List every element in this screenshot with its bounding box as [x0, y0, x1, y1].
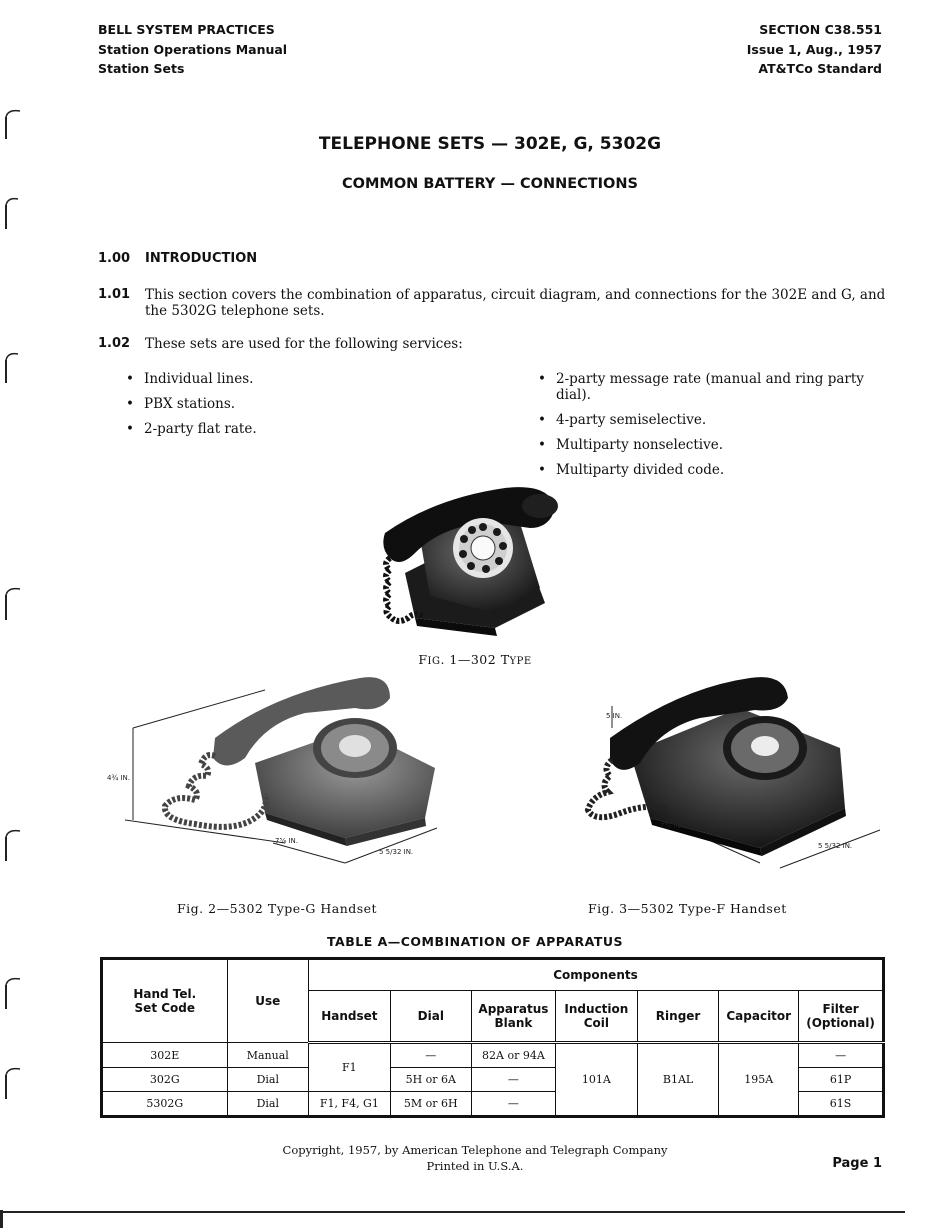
cell-dial: —: [390, 1043, 471, 1068]
header-issue: Issue 1, Aug., 1957: [746, 41, 882, 57]
column-header-use: Use: [227, 959, 308, 1043]
list-item: • PBX stations.: [126, 396, 456, 412]
cell-blank: —: [471, 1092, 555, 1117]
header-system: BELL SYSTEM PRACTICES: [98, 22, 275, 37]
apparatus-table: [100, 957, 885, 1118]
page-number: Page 1: [832, 1156, 882, 1171]
depth-dimension-label: 7⅝ IN.: [275, 837, 298, 845]
page-subtitle: COMMON BATTERY — CONNECTIONS: [342, 176, 638, 192]
header-manual: Station Operations Manual: [98, 41, 288, 57]
telephone-5302f-photo: [540, 668, 885, 883]
copyright-text: Copyright, 1957, by American Telephone and Telegraph Company: [282, 1143, 668, 1157]
paragraph-text: These sets are used for the following services:: [145, 336, 463, 352]
cell-coil: 101A: [555, 1043, 637, 1117]
list-item: • 2-party message rate (manual and ring party dial).: [538, 371, 888, 403]
height-dimension-label: 4¾ IN.: [107, 774, 130, 782]
header-standard: AT&TCo Standard: [758, 61, 882, 76]
column-header-handset: Handset: [309, 991, 391, 1043]
page-title: TELEPHONE SETS — 302E, G, 5302G: [318, 134, 662, 154]
binder-hole-marks: [0, 105, 24, 745]
cell-blank: 82A or 94A: [471, 1043, 555, 1068]
paragraph-text: This section covers the combination of apparatus, circuit diagram, and connections for the 302E and G, and the 5302G telephone sets.: [145, 287, 886, 319]
column-header-filter: Filter (Optional): [799, 991, 884, 1043]
binder-hole-marks-lower: [0, 825, 24, 1145]
column-header-apparatus-blank: Apparatus Blank: [471, 991, 555, 1043]
cell-code: 302G: [102, 1068, 228, 1092]
list-item: • 4-party semiselective.: [538, 412, 888, 428]
cell-filter: 61S: [799, 1092, 884, 1117]
printed-text: Printed in U.S.A.: [426, 1159, 524, 1173]
list-item: • Individual lines.: [126, 371, 456, 387]
list-item: • 2-party flat rate.: [126, 421, 456, 437]
width-dimension-label: 5 5/32 IN.: [818, 842, 853, 850]
cell-filter: 61P: [799, 1068, 884, 1092]
table-row: [102, 1043, 884, 1068]
cell-handset: F1, F4, G1: [309, 1092, 391, 1117]
telephone-5302g-photo: [105, 668, 450, 883]
column-header-components: Components: [309, 959, 884, 991]
header-left: [98, 20, 287, 79]
list-item: • Multiparty divided code.: [538, 462, 888, 478]
cell-dial: 5M or 6H: [390, 1092, 471, 1117]
column-header-capacitor: Capacitor: [719, 991, 799, 1043]
paragraph-number: 1.01: [98, 287, 131, 302]
list-item: • Multiparty nonselective.: [538, 437, 888, 453]
table-title: TABLE A—COMBINATION OF APPARATUS: [326, 934, 624, 949]
services-list-right: [538, 371, 888, 487]
cell-use: Dial: [227, 1092, 308, 1117]
column-header-ringer: Ringer: [637, 991, 719, 1043]
cell-use: Manual: [227, 1043, 308, 1068]
cell-use: Dial: [227, 1068, 308, 1092]
cell-code: 5302G: [102, 1092, 228, 1117]
column-header-dial: Dial: [390, 991, 471, 1043]
bottom-rule: [0, 1211, 905, 1213]
figure-1-caption: FIG. 1—302 TYPE: [418, 652, 532, 667]
cell-ringer: B1AL: [637, 1043, 719, 1117]
depth-dimension-label: 7⅝ IN.: [660, 822, 683, 830]
column-header-induction-coil: Induction Coil: [555, 991, 637, 1043]
telephone-302-photo: [345, 478, 565, 648]
figure-2-caption: Fig. 2—5302 Type-G Handset: [177, 901, 378, 916]
cell-handset: F1: [309, 1043, 391, 1092]
height-dimension-label: 5 IN.: [606, 712, 623, 720]
paragraph-number: 1.02: [98, 336, 131, 351]
header-category: Station Sets: [98, 61, 185, 76]
cell-dial: 5H or 6A: [390, 1068, 471, 1092]
column-header-code: Hand Tel. Set Code: [102, 959, 228, 1043]
cell-filter: —: [799, 1043, 884, 1068]
services-list-left: [126, 371, 456, 446]
section-title: INTRODUCTION: [145, 251, 258, 266]
binding-mark: [0, 1210, 3, 1228]
figure-3-caption: Fig. 3—5302 Type-F Handset: [588, 901, 787, 916]
header-section: SECTION C38.551: [759, 22, 882, 37]
width-dimension-label: 5 5/32 IN.: [379, 848, 414, 856]
section-number: 1.00: [98, 251, 131, 266]
footer-copyright: [0, 1142, 950, 1174]
header-right: [747, 20, 882, 79]
cell-code: 302E: [102, 1043, 228, 1068]
cell-capacitor: 195A: [719, 1043, 799, 1117]
cell-blank: —: [471, 1068, 555, 1092]
